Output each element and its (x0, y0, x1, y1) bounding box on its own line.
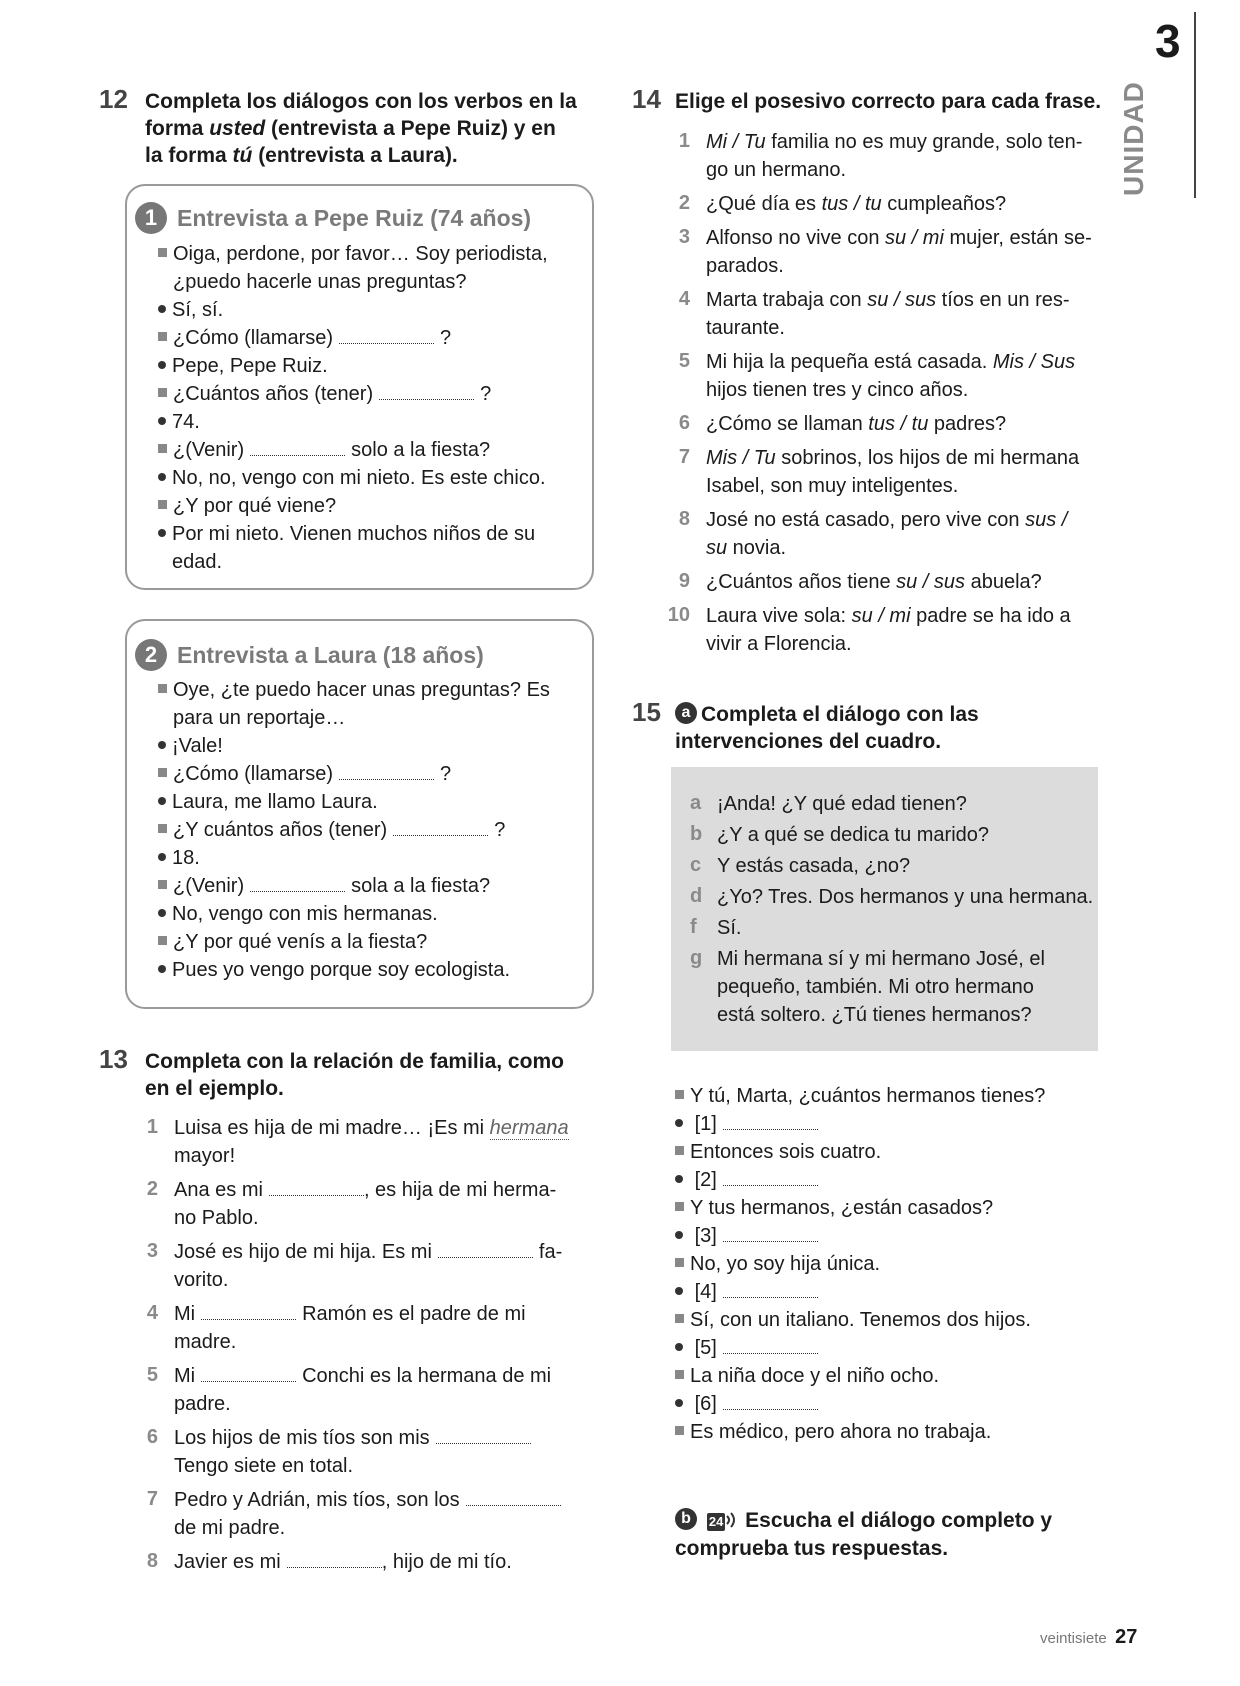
page-footer (1040, 1626, 1137, 1649)
possessive-item-7: Mis / Tu sobrinos, los hijos de mi hermana (706, 447, 1080, 469)
answer-blank[interactable] (723, 1169, 818, 1186)
interview-title-pepe: Entrevista a Pepe Ruiz (74 años) (177, 205, 532, 231)
item-number: 5 (146, 1364, 158, 1386)
dialogue-line: No, no, vengo con mi nieto. Es este chico. (158, 464, 546, 492)
dialogue-line: Oiga, perdone, por favor… Soy periodista, (158, 240, 548, 268)
dialogue-line: Por mi nieto. Vienen muchos niños de su (158, 520, 535, 548)
answer-blank[interactable] (438, 1241, 533, 1258)
answer-blank[interactable] (723, 1337, 818, 1354)
dialogue-line: ¿Cómo (llamarse) ? (158, 760, 451, 788)
dialogue-line: Oye, ¿te puedo hacer unas preguntas? Es (158, 676, 550, 704)
exercise-12-number: 12 (99, 84, 128, 114)
option-letter: g (690, 947, 703, 969)
dialogue-line: Entonces sois cuatro. (675, 1138, 881, 1166)
possessive-item-5: Mi hija la pequeña está casada. Mis / Sus (706, 351, 1076, 373)
option-letter: d (690, 885, 703, 907)
possessive-item-5-cont: hijos tienen tres y cinco años. (706, 379, 969, 401)
dialogue-line: Sí, sí. (158, 296, 223, 324)
answer-blank[interactable] (723, 1113, 818, 1130)
page-number-word: veintisiete (1040, 1630, 1107, 1647)
dialogue-line: [3] (675, 1222, 824, 1250)
dialogue-line: ¿Y por qué viene? (158, 492, 336, 520)
possessive-item-4: Marta trabaja con su / sus tíos en un res- (706, 289, 1070, 311)
item-number: 10 (667, 604, 690, 626)
possessive-item-6: ¿Cómo se llaman tus / tu padres? (706, 413, 1007, 435)
answer-blank[interactable] (339, 763, 434, 780)
family-item-4-cont: madre. (174, 1331, 237, 1353)
item-number: 8 (678, 508, 690, 530)
option-letter: c (690, 854, 702, 876)
part-a-badge: a (675, 702, 697, 724)
answer-blank[interactable] (393, 819, 488, 836)
possessive-item-3: Alfonso no vive con su / mi mujer, están se- (706, 227, 1092, 249)
item-number: 4 (146, 1302, 158, 1324)
answer-blank[interactable] (201, 1303, 296, 1320)
item-number: 2 (146, 1178, 158, 1200)
family-item-1: Luisa es hija de mi madre… ¡Es mi hermana (174, 1117, 569, 1139)
item-number: 6 (146, 1426, 158, 1448)
dialogue-line: [1] (675, 1110, 824, 1138)
answer-blank[interactable] (723, 1281, 818, 1298)
dialogue-line: Pues yo vengo porque soy ecologista. (158, 956, 510, 984)
family-item-1-cont: mayor! (174, 1145, 236, 1167)
option-letter: a (690, 792, 702, 814)
item-number: 3 (678, 226, 690, 248)
exercise-14-title: Elige el posesivo correcto para cada frase. (675, 90, 1102, 113)
answer-blank[interactable] (436, 1427, 531, 1444)
possessive-item-10-cont: vivir a Florencia. (706, 633, 852, 655)
possessive-item-4-cont: taurante. (706, 317, 785, 339)
item-number: 2 (678, 192, 690, 214)
exercise-13-title: Completa con la relación de familia, como en el ejemplo. (145, 1050, 564, 1100)
option-text: ¿Y a qué se dedica tu marido? (717, 824, 990, 846)
dialogue-line: Y tus hermanos, ¿están casados? (675, 1194, 993, 1222)
possessive-item-8: José no está casado, pero vive con sus / (706, 509, 1068, 531)
answer-blank[interactable] (250, 439, 345, 456)
dialogue-line: para un reportaje… (173, 707, 346, 729)
dialogue-line: ¿(Venir) sola a la fiesta? (158, 872, 490, 900)
option-text: está soltero. ¿Tú tienes hermanos? (717, 1004, 1032, 1026)
dialogue-line: ¿Cuántos años (tener) ? (158, 380, 491, 408)
dialogue-line: [2] (675, 1166, 824, 1194)
item-number: 4 (678, 288, 690, 310)
unit-label: UNIDAD (1118, 81, 1149, 196)
exercise-14-number: 14 (632, 84, 661, 114)
part-b-badge: b (675, 1508, 697, 1530)
dialogue-line: Laura, me llamo Laura. (158, 788, 378, 816)
dialogue-line: ¿puedo hacerle unas preguntas? (173, 271, 467, 293)
item-number: 7 (678, 446, 690, 468)
item-number: 7 (146, 1488, 158, 1510)
dialogue-line: [4] (675, 1278, 824, 1306)
family-item-3: José es hijo de mi hija. Es mi fa- (174, 1241, 563, 1263)
exercise-15b-title: b 24 Escucha el diálogo completo y comprueba tus respuestas. (675, 1507, 1105, 1562)
page-number: 27 (1115, 1626, 1138, 1648)
item-number: 9 (678, 570, 690, 592)
family-item-6: Los hijos de mis tíos son mis (174, 1424, 537, 1452)
track-number: 24 (708, 1513, 724, 1529)
unit-number: 3 (1155, 15, 1181, 67)
option-text: Mi hermana sí y mi hermano José, el (717, 948, 1045, 970)
possessive-item-1-cont: go un hermano. (706, 159, 847, 181)
dialogue-line: [6] (675, 1390, 824, 1418)
answer-blank[interactable] (723, 1393, 818, 1410)
exercise-12-title: Completa los diálogos con los verbos en la forma usted (entrevista a Pepe Ruiz) y en la forma tú (entrevista a Laura). (145, 90, 577, 167)
interview-title-laura: Entrevista a Laura (18 años) (177, 642, 484, 668)
dialogue-line: Sí, con un italiano. Tenemos dos hijos. (675, 1306, 1031, 1334)
interview-badge-2: 2 (135, 639, 167, 671)
answer-blank[interactable] (339, 327, 434, 344)
answer-blank[interactable] (269, 1179, 364, 1196)
item-number: 1 (146, 1116, 158, 1138)
dialogue-line: ¿Y por qué venís a la fiesta? (158, 928, 427, 956)
family-item-4: Mi Ramón es el padre de mi (174, 1303, 526, 1325)
dialogue-line: ¿Cómo (llamarse) ? (158, 324, 451, 352)
item-number: 1 (678, 130, 690, 152)
dialogue-line: ¡Vale! (158, 732, 223, 760)
option-text: Y estás casada, ¿no? (717, 855, 911, 877)
dialogue-line: ¿(Venir) solo a la fiesta? (158, 436, 490, 464)
family-item-8: Javier es mi , hijo de mi tío. (174, 1551, 512, 1573)
possessive-item-7-cont: Isabel, son muy inteligentes. (706, 475, 959, 497)
possessive-item-2: ¿Qué día es tus / tu cumpleaños? (706, 193, 1007, 215)
interview-badge-1: 1 (135, 202, 167, 234)
possessive-item-3-cont: parados. (706, 255, 784, 277)
dialogue-line: 74. (158, 408, 200, 436)
possessive-item-8-cont: su novia. (706, 537, 787, 559)
dialogue-line: ¿Y cuántos años (tener) ? (158, 816, 505, 844)
dialogue-line: Pepe, Pepe Ruiz. (158, 352, 328, 380)
dialogue-line: [5] (675, 1334, 824, 1362)
family-item-5: Mi Conchi es la hermana de mi (174, 1365, 552, 1387)
exercise-15-number: 15 (632, 697, 661, 727)
answer-blank[interactable] (250, 875, 345, 892)
possessive-item-10: Laura vive sola: su / mi padre se ha ido a (706, 605, 1071, 627)
possessive-item-9: ¿Cuántos años tiene su / sus abuela? (706, 571, 1042, 593)
family-item-7-cont: de mi padre. (174, 1517, 286, 1539)
answer-blank[interactable] (201, 1365, 296, 1382)
item-number: 5 (678, 350, 690, 372)
family-item-5-cont: padre. (174, 1393, 231, 1415)
exercise-13-number: 13 (99, 1044, 128, 1074)
family-item-2-cont: no Pablo. (174, 1207, 259, 1229)
family-item-3-cont: vorito. (174, 1269, 229, 1291)
dialogue-line: La niña doce y el niño ocho. (675, 1362, 939, 1390)
dialogue-line: edad. (172, 551, 223, 573)
item-number: 6 (678, 412, 690, 434)
dialogue-line: Y tú, Marta, ¿cuántos hermanos tienes? (675, 1082, 1045, 1110)
option-text: ¡Anda! ¿Y qué edad tienen? (717, 793, 967, 815)
family-item-7: Pedro y Adrián, mis tíos, son los (174, 1486, 567, 1514)
option-text: Sí. (717, 917, 742, 939)
item-number: 8 (146, 1550, 158, 1572)
family-item-2: Ana es mi , es hija de mi herma- (174, 1179, 557, 1201)
answer-blank[interactable] (723, 1225, 818, 1242)
answer-blank[interactable] (379, 383, 474, 400)
dialogue-line: No, vengo con mis hermanas. (158, 900, 438, 928)
answer-blank[interactable] (287, 1551, 382, 1568)
dialogue-line: 18. (158, 844, 200, 872)
option-letter: f (690, 916, 697, 938)
answer-blank[interactable] (466, 1489, 561, 1506)
unit-divider (1194, 12, 1196, 198)
audio-track-icon[interactable] (707, 1506, 739, 1533)
exercise-15a-title: a Completa el diálogo con las intervenciones del cuadro. (675, 703, 979, 753)
option-text: pequeño, también. Mi otro hermano (717, 976, 1034, 998)
dialogue-line: No, yo soy hija única. (675, 1250, 880, 1278)
option-text: ¿Yo? Tres. Dos hermanos y una hermana. (717, 886, 1094, 908)
dialogue-line: Es médico, pero ahora no trabaja. (675, 1418, 991, 1446)
possessive-item-1: Mi / Tu familia no es muy grande, solo ten- (706, 131, 1083, 153)
family-item-6-cont: Tengo siete en total. (174, 1455, 354, 1477)
option-letter: b (690, 823, 703, 845)
item-number: 3 (146, 1240, 158, 1262)
